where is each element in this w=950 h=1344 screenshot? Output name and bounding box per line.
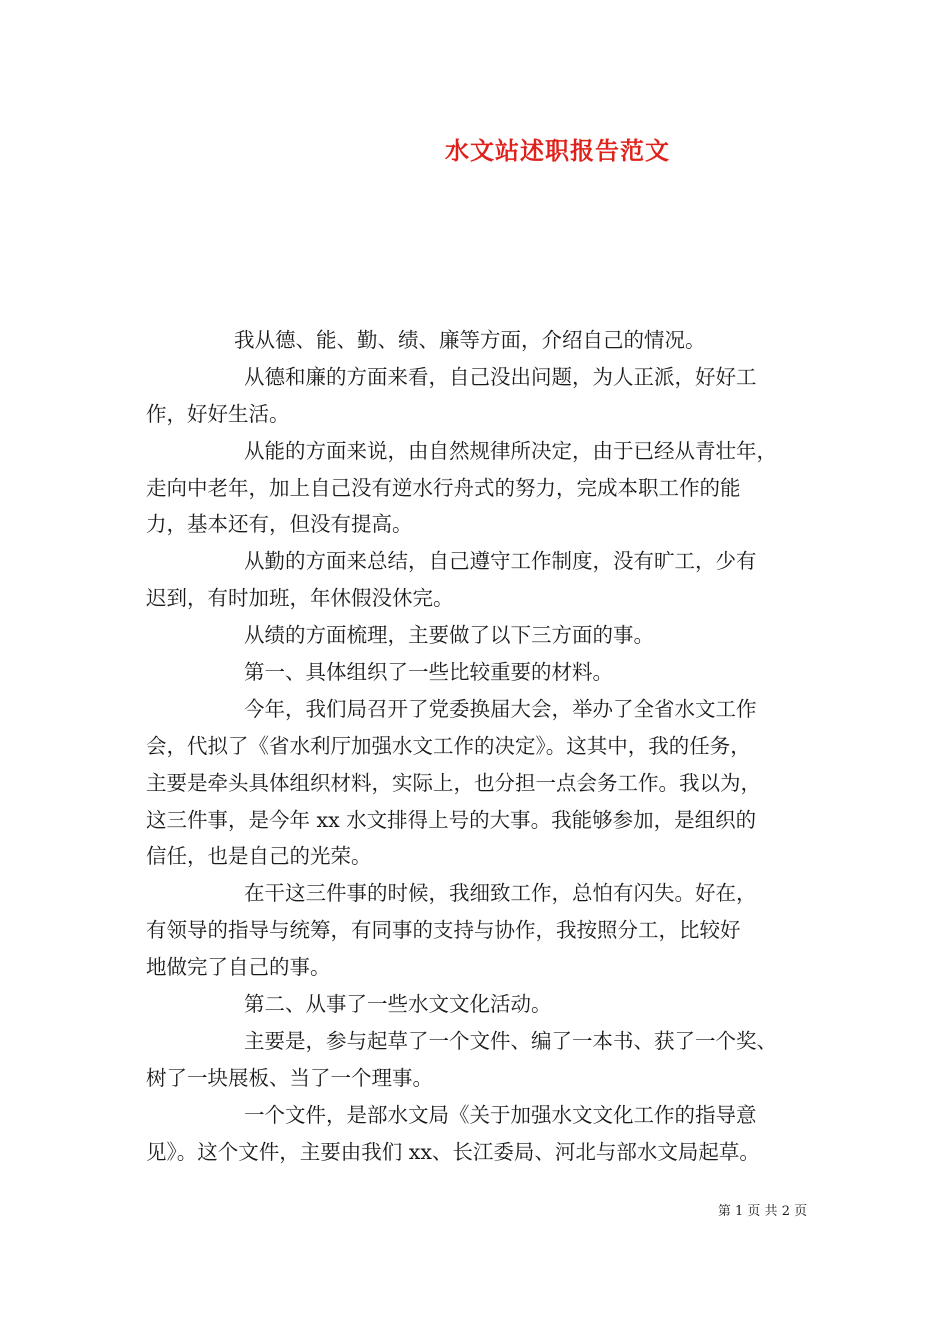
page-number-footer: 第 1 页 共 2 页 — [717, 1204, 808, 1219]
paragraph-line: 力，基本还有，但没有提高。 — [146, 512, 413, 537]
paragraph-line: 走向中老年，加上自己没有逆水行舟式的努力，完成本职工作的能 — [146, 475, 741, 500]
paragraph-line: 会，代拟了《省水利厅加强水文工作的决定》。这其中，我的任务， — [146, 733, 751, 758]
paragraph-line: 一个文件，是部水文局《关于加强水文文化工作的指导意 — [244, 1102, 757, 1127]
paragraph-line: 迟到，有时加班，年休假没休完。 — [146, 586, 454, 611]
paragraph-line: 树了一块展板、当了一个理事。 — [146, 1065, 433, 1090]
paragraph-line: 我从德、能、勤、绩、廉等方面，介绍自己的情况。 — [234, 328, 706, 352]
paragraph-line: 在干这三件事的时候，我细致工作，总怕有闪失。好在， — [244, 881, 757, 906]
paragraph-line: 从绩的方面梳理，主要做了以下三方面的事。 — [244, 623, 654, 648]
paragraph-line: 今年，我们局召开了党委换届大会，举办了全省水文工作 — [244, 696, 757, 721]
paragraph-line: 第一、具体组织了一些比较重要的材料。 — [244, 660, 613, 685]
paragraph-line: 主要是，参与起草了一个文件、编了一本书、获了一个奖、 — [244, 1028, 777, 1053]
paragraph-line: 第二、从事了一些水文文化活动。 — [244, 992, 552, 1017]
paragraph-line: 见》。这个文件，主要由我们 xx、长江委局、河北与部水文局起草。 — [146, 1139, 760, 1164]
paragraph-line: 从勤的方面来总结，自己遵守工作制度，没有旷工，少有 — [244, 549, 757, 574]
paragraph-line: 这三件事，是今年 xx 水文排得上号的大事。我能够参加，是组织的 — [146, 807, 757, 832]
paragraph-line: 从德和廉的方面来看，自己没出问题，为人正派，好好工 — [244, 364, 757, 389]
paragraph-line: 信任，也是自己的光荣。 — [146, 844, 372, 869]
document-title: 水文站述职报告范文 — [445, 136, 670, 165]
document-body — [146, 322, 826, 1170]
paragraph-line: 地做完了自己的事。 — [146, 955, 331, 980]
paragraph-line: 作，好好生活。 — [146, 401, 290, 426]
paragraph-line: 主要是牵头具体组织材料，实际上，也分担一点会务工作。我以为， — [146, 770, 761, 795]
paragraph-line: 有领导的指导与统筹，有同事的支持与协作，我按照分工，比较好 — [146, 918, 741, 943]
paragraph-line: 从能的方面来说，由自然规律所决定，由于已经从青壮年， — [244, 438, 777, 463]
